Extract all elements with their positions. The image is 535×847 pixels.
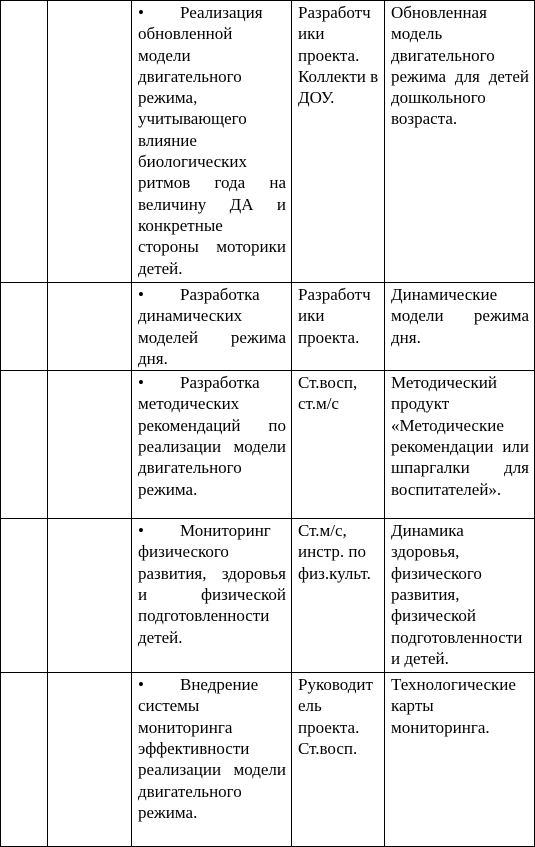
- empty-cell-col2: [48, 371, 132, 519]
- activity-cell: [132, 519, 292, 673]
- bullet-icon: •: [138, 675, 144, 695]
- empty-cell-col1: [1, 371, 48, 519]
- activity-text: Мониторинг физического развития, здоровья и физической подготовленности детей.: [138, 521, 286, 647]
- table-row: [1, 673, 535, 847]
- activity-cell: [132, 1, 292, 283]
- responsible-cell: [292, 519, 385, 673]
- responsible-cell: [292, 1, 385, 283]
- activity-text: Реализация обновленной модели двигательного режима, учитывающего влияние биологических ритмов года на величину ДА и конкретные стороны моторики детей.: [138, 3, 286, 278]
- table-row: [1, 1, 535, 283]
- empty-cell-col2: [48, 283, 132, 371]
- responsible-text: Ст.восп, ст.м/с: [298, 373, 358, 414]
- responsible-text: Ст.м/с, инстр. по физ.культ.: [298, 521, 371, 583]
- empty-cell-col1: [1, 519, 48, 673]
- empty-cell-col1: [1, 283, 48, 371]
- empty-cell-col1: [1, 1, 48, 283]
- table-row: [1, 283, 535, 371]
- result-cell: [385, 1, 535, 283]
- responsible-text: Разработчики проекта.: [298, 285, 371, 347]
- responsible-cell: [292, 371, 385, 519]
- responsible-cell: [292, 673, 385, 847]
- bullet-icon: •: [138, 3, 144, 22]
- result-cell: [385, 283, 535, 371]
- activity-text: Внедрение системы мониторинга эффективности реализации модели двигательного режима.: [138, 675, 286, 822]
- result-text: Технологические карты мониторинга.: [391, 675, 516, 737]
- table-row: [1, 371, 535, 519]
- activity-cell: [132, 371, 292, 519]
- responsible-text: Руководитель проекта. Ст.восп.: [298, 675, 373, 759]
- table-row: [1, 519, 535, 673]
- result-cell: [385, 673, 535, 847]
- activity-text: Разработка динамических моделей режима дня.: [138, 285, 286, 368]
- empty-cell-col2: [48, 1, 132, 283]
- result-text: Методический продукт «Методические рекомендации или шпаргалки для воспитателей».: [391, 373, 529, 499]
- activity-cell: [132, 673, 292, 847]
- responsible-text: Разработчики проекта. Коллекти в ДОУ.: [298, 3, 379, 108]
- result-cell: [385, 371, 535, 519]
- result-text: Динамические модели режима дня.: [391, 285, 529, 347]
- bullet-icon: •: [138, 521, 144, 541]
- result-text: Динамика здоровья, физического развития, физической подготовленности и детей.: [391, 521, 523, 668]
- result-text: Обновленная модель двигательного режима для детей дошкольного возраста.: [391, 3, 529, 129]
- empty-cell-col2: [48, 673, 132, 847]
- activity-cell: [132, 283, 292, 371]
- activity-text: Разработка методических рекомендаций по реализации модели двигательного режима.: [138, 373, 286, 499]
- empty-cell-col1: [1, 673, 48, 847]
- bullet-icon: •: [138, 285, 144, 304]
- responsible-cell: [292, 283, 385, 371]
- result-cell: [385, 519, 535, 673]
- bullet-icon: •: [138, 373, 144, 393]
- empty-cell-col2: [48, 519, 132, 673]
